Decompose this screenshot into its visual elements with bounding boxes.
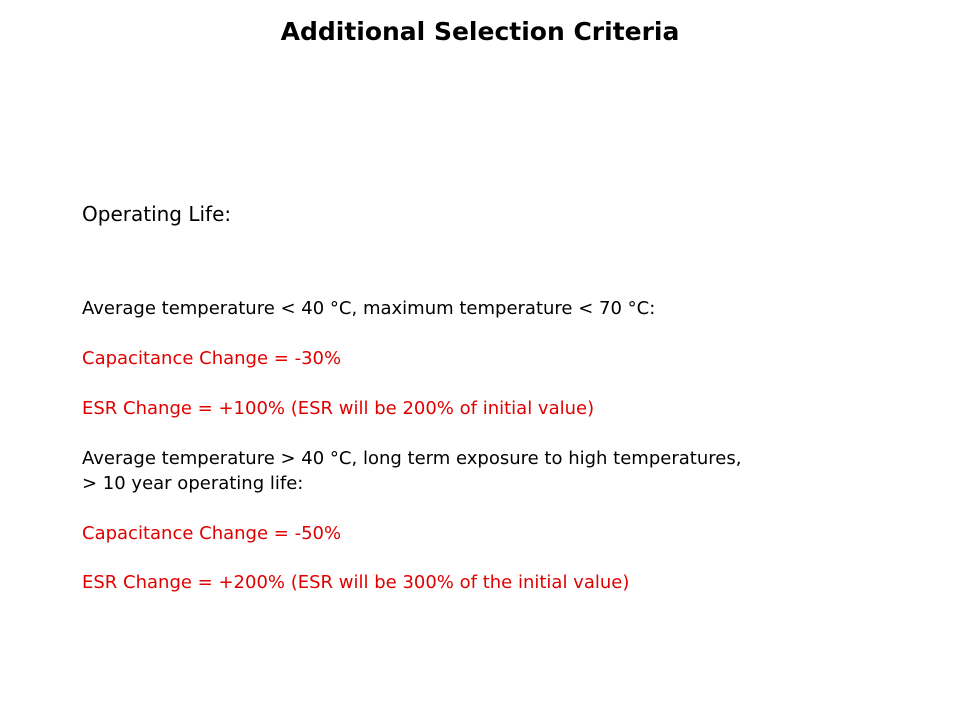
esr-change-2: ESR Change = +200% (ESR will be 300% of the initial value) [82,572,630,593]
capacitance-change-1: Capacitance Change = -30% [82,348,342,369]
capacitance-change-2: Capacitance Change = -50% [82,523,342,544]
condition-2-line-2: > 10 year operating life: [82,473,304,494]
condition-1: Average temperature < 40 °C, maximum temperature < 70 °C: [82,298,656,319]
slide-content [82,198,902,595]
esr-change-1: ESR Change = +100% (ESR will be 200% of initial value) [82,398,595,419]
section-heading: Operating Life: [82,202,232,226]
condition-2-line-1: Average temperature > 40 °C, long term exposure to high temperatures, [82,448,742,469]
page-title: Additional Selection Criteria [280,17,680,46]
